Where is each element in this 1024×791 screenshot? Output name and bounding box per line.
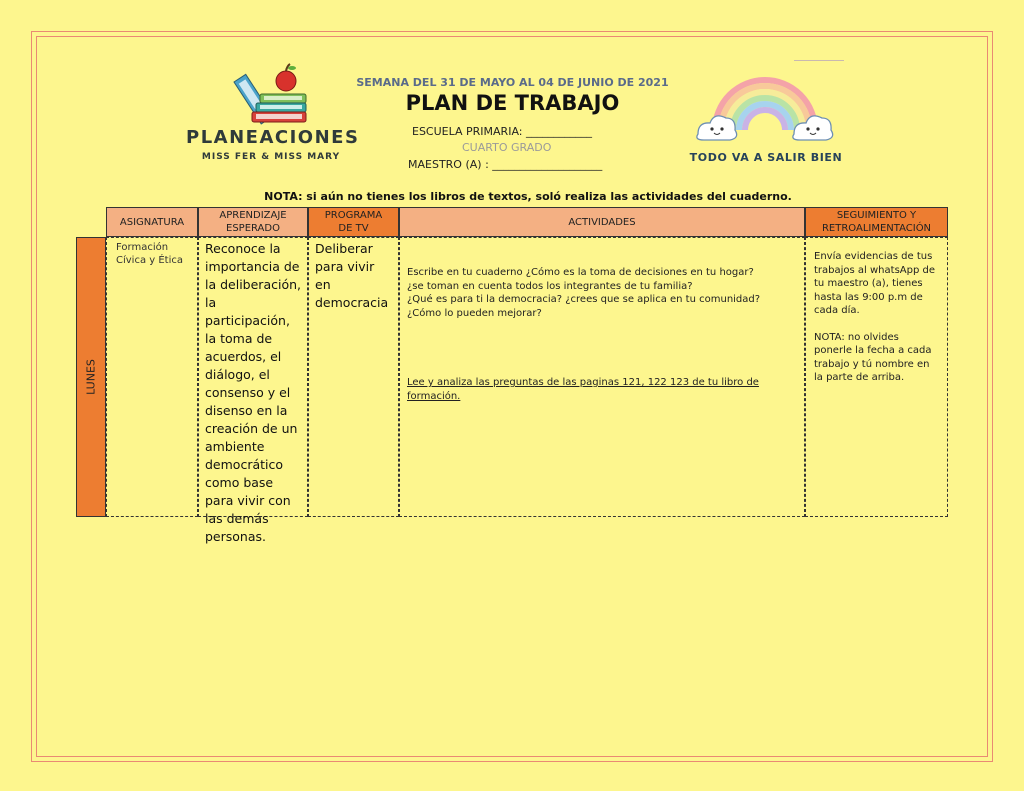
brand-title: PLANEACIONES	[186, 127, 360, 148]
seguimiento-note: NOTA: no olvides ponerle la fecha a cada trabajo y tú nombre en la parte de arriba.	[814, 331, 932, 383]
grade-label: CUARTO GRADO	[462, 141, 552, 154]
cell-asignatura: Formación Cívica y Ética	[106, 237, 198, 517]
cell-aprendizaje: Reconoce la importancia de la deliberación, la participación, la toma de acuerdos, el diálogo, el consenso y el disenso en la creación de un ambiente democrático como base para vivir con las demás personas.	[198, 237, 308, 517]
col-aprendizaje: APRENDIZAJE ESPERADO	[198, 207, 308, 237]
col-seguimiento: SEGUIMIENTO Y RETROALIMENTACIÓN	[805, 207, 948, 237]
reading-activity: Lee y analiza las preguntas de las paginas 121, 122 123 de tu libro de formación.	[407, 377, 759, 402]
week-range: SEMANA DEL 31 DE MAYO AL 04 DE JUNIO DE 2021	[356, 76, 669, 89]
activity-question: Escribe en tu cuaderno ¿Cómo es la toma de decisiones en tu hogar?	[407, 267, 754, 278]
slogan: TODO VA A SALIR BIEN	[689, 151, 843, 164]
school-field: ESCUELA PRIMARIA: ____________	[412, 125, 592, 138]
seguimiento-text: Envía evidencias de tus trabajos al whatsApp de tu maestro (a), tienes hasta las 9:00 p.m de cada día.	[814, 251, 935, 316]
brand-subtitle: MISS FER & MISS MARY	[201, 152, 341, 162]
rainbow-icon	[690, 60, 840, 155]
teacher-field: MAESTRO (A) : ____________________	[408, 158, 603, 171]
activity-question: ¿Cómo lo pueden mejorar?	[407, 307, 542, 319]
col-asignatura: ASIGNATURA	[106, 207, 198, 237]
cell-programa: Deliberar para vivir en democracia	[308, 237, 399, 517]
col-actividades: ACTIVIDADES	[399, 207, 805, 237]
page-title: PLAN DE TRABAJO	[405, 91, 620, 115]
note: NOTA: si aún no tienes los libros de textos, soló realiza las actividades del cuaderno.	[264, 190, 792, 203]
day-cell	[76, 237, 106, 517]
activity-question: ¿Qué es para ti la democracia? ¿crees que se aplica en tu comunidad?	[407, 294, 761, 305]
col-programa: PROGRAMA DE TV	[308, 207, 399, 237]
cell-actividades	[399, 237, 805, 517]
day-label: LUNES	[84, 359, 98, 395]
cell-seguimiento	[805, 237, 948, 517]
activity-question: ¿se toman en cuenta todos los integrantes de tu familia?	[407, 280, 693, 292]
